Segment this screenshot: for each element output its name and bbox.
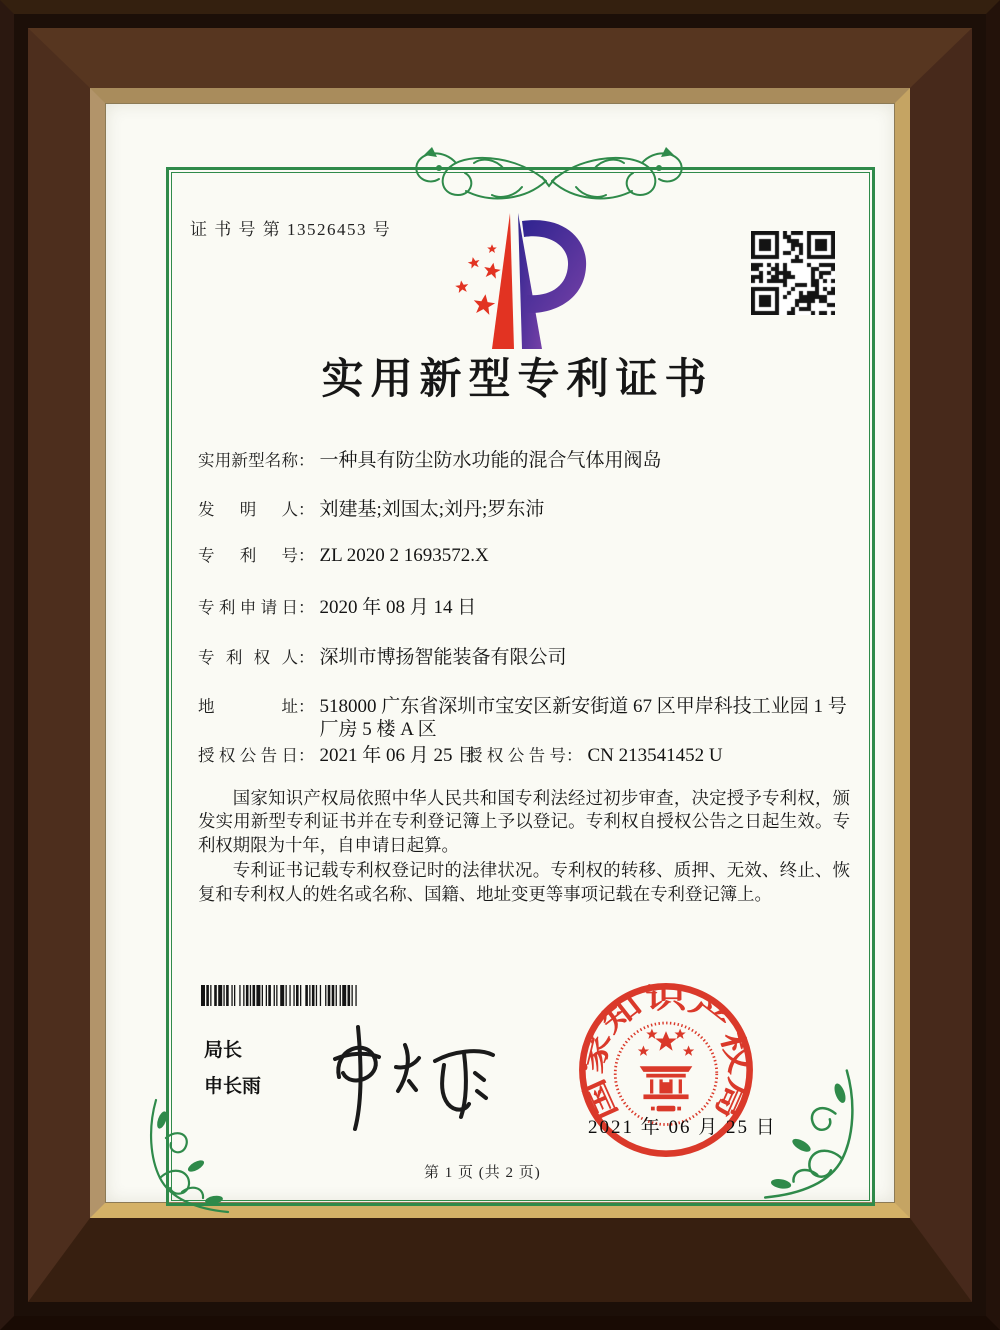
certificate-paper (105, 103, 895, 1203)
legal-paragraphs (198, 787, 850, 908)
field-label: 实用新型名称 (198, 451, 298, 470)
svg-text:国家知识产权局 (577, 983, 756, 1125)
floral-corner-ornament-icon (140, 1096, 244, 1216)
barcode (201, 985, 409, 1006)
legal-paragraph: 国家知识产权局依照中华人民共和国专利法经过初步审查，决定授予专利权，颁发实用新型专利证书并在专利登记簿上予以登记。专利权自授权公告之日起生效。专利权期限为十年，自申请日起算。 (198, 788, 850, 855)
signer-block (204, 1033, 261, 1105)
field-value: 深圳市博扬智能装备有限公司 (319, 647, 567, 668)
field-value: 刘建基;刘国太;刘丹;罗东沛 (319, 499, 545, 520)
seal-date: 2021 年 06 月 25 日 (588, 1117, 777, 1138)
signer-title: 局长 (204, 1040, 243, 1061)
field-colon: ： (298, 697, 315, 716)
field-value: CN 213541452 U (587, 745, 723, 766)
signer-name: 申长雨 (204, 1076, 262, 1097)
field-value: 2021 年 06 月 25 日 (319, 745, 477, 766)
certificate-number: 证 书 号 第 13526453 号 (190, 220, 392, 239)
wooden-frame (28, 28, 972, 1302)
field-row-filing-date (198, 596, 476, 620)
page-footer: 第 1 页 (共 2 页) (424, 1165, 541, 1181)
field-row-grant (198, 744, 853, 768)
field-label: 发明人 (198, 500, 298, 519)
field-colon: ： (298, 546, 315, 565)
seal-text: 国家知识产权局 (577, 983, 753, 1125)
shen-changyu-signature-icon (317, 1019, 517, 1134)
field-label: 地址 (198, 697, 298, 716)
field-row-patent-no (198, 544, 489, 568)
field-row-inventors (198, 498, 544, 522)
qr-code (751, 231, 835, 315)
field-row-address (198, 695, 848, 741)
national-emblem (615, 1023, 717, 1125)
field-colon: ： (298, 598, 315, 617)
field-row-patentee (198, 646, 567, 670)
field-label: 专利申请日 (198, 598, 298, 617)
field-value: ZL 2020 2 1693572.X (319, 545, 489, 566)
field-label: 授权公告日 (198, 746, 298, 765)
field-value: 一种具有防尘防水功能的混合气体用阀岛 (319, 450, 662, 471)
field-colon: ： (566, 746, 583, 765)
grant-number-pair (466, 744, 723, 768)
certificate-title: 实用新型专利证书 (321, 357, 714, 403)
field-label: 授权公告号 (466, 746, 566, 765)
field-colon: ： (298, 746, 315, 765)
gold-liner (90, 88, 910, 1218)
legal-paragraph: 专利证书记载专利权登记时的法律状况。专利权的转移、质押、无效、终止、恢复和专利权人的姓名或名称、国籍、地址变更等事项记载在专利登记簿上。 (198, 860, 850, 904)
field-colon: ： (298, 451, 315, 470)
field-colon: ： (298, 648, 315, 667)
field-colon: ： (298, 500, 315, 519)
field-row-name (198, 449, 662, 473)
field-label: 专利权人 (198, 648, 298, 667)
field-label: 专利号 (198, 546, 298, 565)
cnipa-patent-logo-icon (444, 207, 594, 357)
field-value: 2020 年 08 月 14 日 (319, 597, 477, 618)
field-value: 518000 广东省深圳市宝安区新安街道 67 区甲岸科技工业园 1 号厂房 5 楼 A 区 (319, 696, 847, 740)
